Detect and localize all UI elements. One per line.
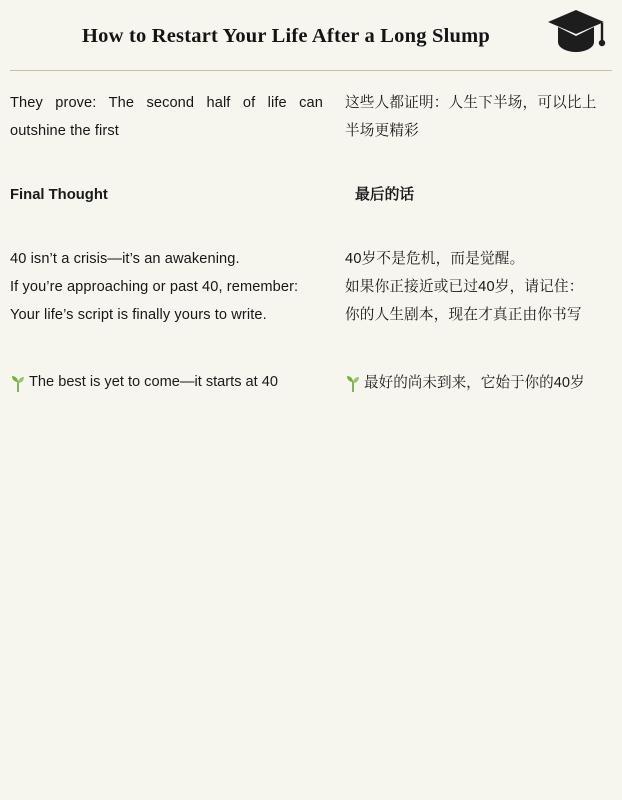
- spacer: [10, 145, 323, 183]
- english-body-line-1: 40 isn’t a crisis—it’s an awakening.: [10, 251, 240, 267]
- column-english: [0, 89, 345, 397]
- english-body-line-2: If you’re approaching or past 40, remember:: [10, 279, 299, 295]
- english-body-line-3: Your life’s script is finally yours to write.: [10, 307, 267, 323]
- english-closing-bullet: [10, 369, 323, 395]
- chinese-intro-paragraph: 这些人都证明：人生下半场，可以比上半场更精彩: [345, 95, 597, 139]
- graduation-cap-icon: [546, 6, 608, 58]
- english-closing-bullet-text: The best is yet to come—it starts at 40: [29, 374, 279, 390]
- sprout-icon: [345, 373, 361, 393]
- chinese-section-heading: 最后的话: [355, 187, 415, 203]
- spacer: [10, 207, 323, 245]
- spacer: [10, 329, 323, 369]
- document-header: [0, 0, 622, 70]
- chinese-body-line-3: 你的人生剧本，现在才真正由你书写: [345, 307, 582, 323]
- spacer: [345, 329, 608, 369]
- page-title: How to Restart Your Life After a Long Slump: [82, 25, 490, 47]
- sprout-icon: [10, 373, 26, 393]
- chinese-closing-bullet-text: 最好的尚未到来，它始于你的40岁: [364, 375, 585, 391]
- bilingual-columns: [0, 71, 622, 397]
- english-intro-paragraph: They prove: The second half of life can outshine the first: [10, 95, 323, 139]
- column-chinese: [345, 89, 622, 397]
- chinese-body-line-1: 40岁不是危机，而是觉醒。: [345, 251, 525, 267]
- chinese-body-line-2: 如果你正接近或已过40岁，请记住：: [345, 279, 584, 295]
- chinese-closing-bullet: [345, 369, 608, 397]
- spacer: [345, 145, 608, 183]
- english-section-heading: Final Thought: [10, 187, 108, 203]
- spacer: [345, 207, 608, 245]
